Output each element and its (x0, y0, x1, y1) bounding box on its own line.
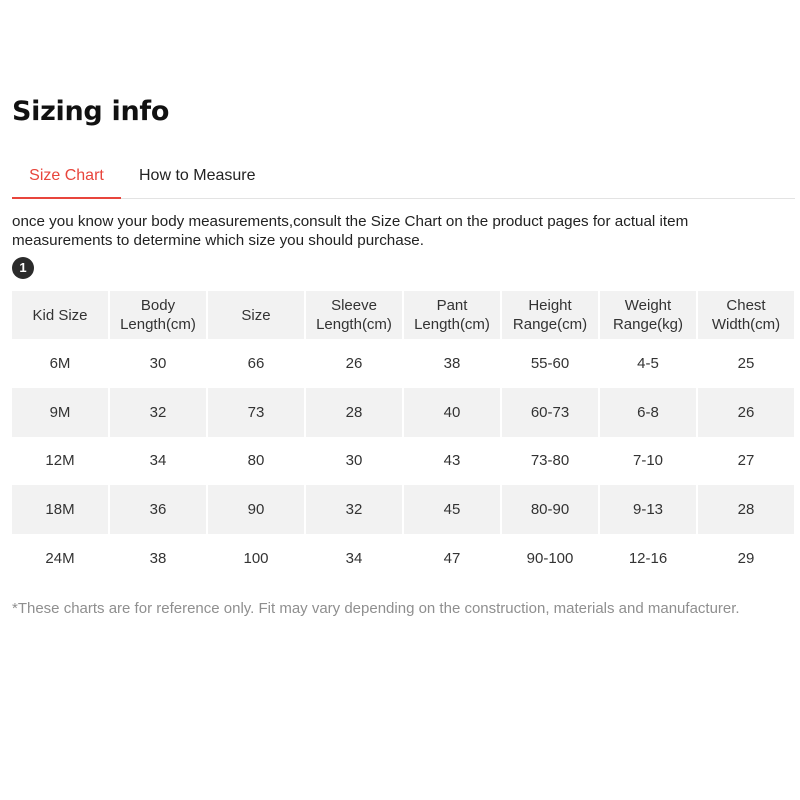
header-line: Sleeve (331, 297, 377, 314)
table-cell: 9M (12, 388, 108, 437)
table-cell: 26 (345, 354, 363, 372)
tab-size-chart[interactable]: Size Chart (12, 158, 121, 199)
table-row (12, 437, 794, 486)
header-line: Chest (726, 297, 766, 314)
table-cell: 25 (737, 354, 755, 372)
column-header-pant-length (404, 291, 500, 339)
table-cell: 66 (247, 354, 265, 372)
table-cell: 38 (149, 550, 167, 568)
table-cell: 9-13 (600, 485, 696, 534)
table-cell: 34 (149, 452, 167, 470)
header-line: Kid Size (32, 306, 88, 324)
column-header-weight-range (600, 291, 696, 339)
header-line: Length(cm) (120, 316, 196, 333)
header-line: Pant (436, 297, 468, 314)
table-cell: 30 (345, 452, 363, 470)
column-header-body-length (110, 291, 206, 339)
table-cell: 90-100 (526, 550, 574, 568)
table-cell: 73 (208, 388, 304, 437)
table-cell: 18M (12, 485, 108, 534)
table-cell: 73-80 (530, 452, 570, 470)
header-line: Body (140, 297, 176, 314)
page-title: Sizing info (12, 96, 170, 127)
table-cell: 28 (698, 485, 794, 534)
column-header-sleeve-length (306, 291, 402, 339)
table-cell: 55-60 (530, 354, 570, 372)
table-cell: 90 (208, 485, 304, 534)
table-row (12, 388, 794, 437)
size-chart-table (10, 291, 796, 583)
table-header-row (12, 291, 794, 339)
table-cell: 47 (443, 550, 461, 568)
table-cell: 45 (404, 485, 500, 534)
table-cell: 6-8 (600, 388, 696, 437)
table-cell: 100 (243, 550, 269, 568)
table-cell: 36 (110, 485, 206, 534)
header-line: Size (241, 306, 271, 324)
column-header-height-range (502, 291, 598, 339)
table-cell: 80 (247, 452, 265, 470)
table-cell: 60-73 (502, 388, 598, 437)
table-cell: 30 (149, 354, 167, 372)
header-line: Range(cm) (512, 316, 588, 333)
header-line: Length(cm) (316, 316, 392, 333)
table-cell: 24M (45, 550, 75, 568)
tab-how-to-measure[interactable]: How to Measure (139, 167, 256, 184)
table-cell: 6M (49, 354, 71, 372)
table-cell: 26 (698, 388, 794, 437)
table-cell: 38 (443, 354, 461, 372)
table-cell: 40 (404, 388, 500, 437)
size-chart-description: once you know your body measurements,consult the Size Chart on the product pages for actual item measurements to determine which size you should purchase. (12, 213, 689, 249)
column-header-kid-size (12, 291, 108, 339)
header-line: Length(cm) (414, 316, 490, 333)
table-cell: 27 (737, 452, 755, 470)
table-cell: 7-10 (632, 452, 664, 470)
table-cell: 4-5 (637, 354, 659, 372)
table-cell: 29 (737, 550, 755, 568)
table-cell: 32 (306, 485, 402, 534)
header-line: Weight (624, 297, 672, 314)
header-line: Height (528, 297, 572, 314)
table-row (12, 339, 794, 388)
table-cell: 43 (443, 452, 461, 470)
table-cell: 34 (345, 550, 363, 568)
reference-footnote: *These charts are for reference only. Fit may vary depending on the construction, materials and manufacturer. (12, 600, 740, 617)
table-cell: 80-90 (502, 485, 598, 534)
header-line: Range(kg) (612, 316, 684, 333)
table-row (12, 534, 794, 583)
table-cell: 32 (110, 388, 206, 437)
header-line: Width(cm) (711, 316, 781, 333)
tab-bar (12, 158, 795, 199)
step-number-badge: 1 (12, 257, 34, 279)
table-cell: 12M (45, 452, 75, 470)
column-header-size (208, 291, 304, 339)
table-cell: 12-16 (628, 550, 668, 568)
column-header-chest-width (698, 291, 794, 339)
table-row (12, 485, 794, 534)
table-cell: 28 (306, 388, 402, 437)
